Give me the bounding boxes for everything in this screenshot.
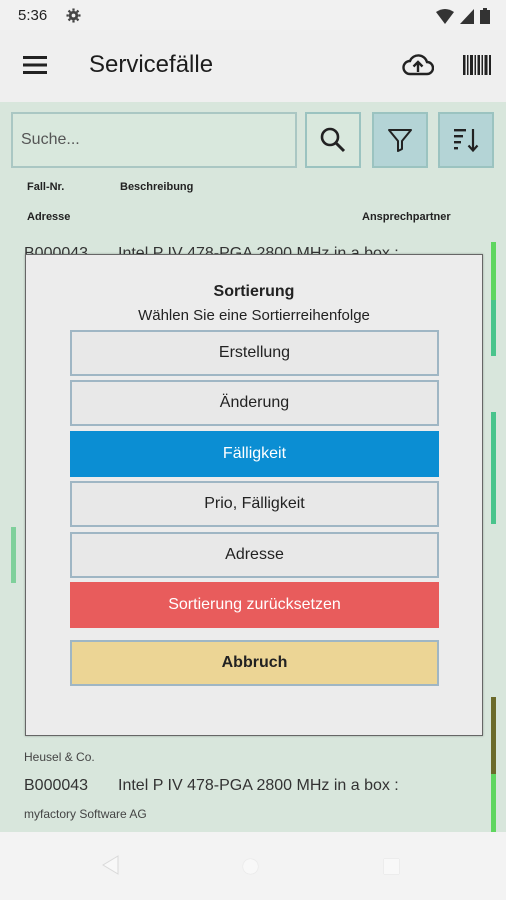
case-address[interactable]: Heusel & Co. bbox=[24, 750, 95, 764]
system-navigation-bar bbox=[0, 832, 506, 900]
sort-option-aenderung[interactable]: Änderung bbox=[70, 380, 439, 426]
home-icon[interactable] bbox=[243, 859, 258, 874]
app-bar bbox=[0, 30, 506, 102]
status-bar bbox=[0, 0, 506, 30]
column-header-adresse[interactable]: Adresse bbox=[27, 211, 71, 223]
search-icon bbox=[319, 126, 347, 154]
cancel-button[interactable]: Abbruch bbox=[70, 640, 439, 686]
sort-option-erstellung[interactable]: Erstellung bbox=[70, 330, 439, 376]
settings-gear-icon bbox=[66, 8, 81, 23]
signal-icon bbox=[460, 9, 474, 24]
column-header-ansprechpartner[interactable]: Ansprechpartner bbox=[362, 211, 451, 223]
status-indicator bbox=[11, 527, 16, 583]
status-indicator bbox=[491, 774, 496, 832]
reset-sort-button[interactable]: Sortierung zurücksetzen bbox=[70, 582, 439, 628]
dialog-subtitle: Wählen Sie eine Sortierreihenfolge bbox=[138, 307, 370, 324]
search-input[interactable] bbox=[13, 114, 295, 166]
status-indicator bbox=[491, 242, 496, 300]
status-indicator bbox=[491, 697, 496, 774]
case-address[interactable]: myfactory Software AG bbox=[24, 807, 147, 821]
sort-option-adresse[interactable]: Adresse bbox=[70, 532, 439, 578]
back-icon[interactable] bbox=[100, 854, 120, 876]
filter-icon bbox=[387, 127, 413, 153]
status-icons bbox=[436, 8, 490, 24]
sort-option-faelligkeit[interactable]: Fälligkeit bbox=[70, 431, 439, 477]
wifi-icon bbox=[436, 9, 454, 24]
search-field[interactable] bbox=[11, 112, 297, 168]
sort-icon bbox=[452, 126, 480, 154]
sort-button[interactable] bbox=[438, 112, 494, 168]
status-indicator bbox=[491, 412, 496, 524]
sort-dialog bbox=[25, 254, 483, 736]
sort-option-prio-faelligkeit[interactable]: Prio, Fälligkeit bbox=[70, 481, 439, 527]
status-indicator bbox=[491, 300, 496, 356]
recent-apps-icon[interactable] bbox=[384, 859, 399, 874]
battery-icon bbox=[480, 8, 490, 24]
case-number[interactable]: B000043 bbox=[24, 777, 89, 794]
search-button[interactable] bbox=[305, 112, 361, 168]
hamburger-icon[interactable] bbox=[22, 52, 48, 78]
page-title: Servicefälle bbox=[89, 51, 214, 78]
case-description[interactable]: Intel P IV 478-PGA 2800 MHz in a box : bbox=[118, 777, 399, 794]
column-header-beschreibung[interactable]: Beschreibung bbox=[120, 181, 194, 193]
barcode-icon[interactable] bbox=[463, 53, 491, 77]
filter-button[interactable] bbox=[372, 112, 428, 168]
column-header-fall-nr[interactable]: Fall-Nr. bbox=[27, 181, 65, 193]
status-time: 5:36 bbox=[18, 7, 48, 24]
dialog-title: Sortierung bbox=[213, 283, 295, 300]
cloud-upload-icon[interactable] bbox=[402, 52, 434, 78]
